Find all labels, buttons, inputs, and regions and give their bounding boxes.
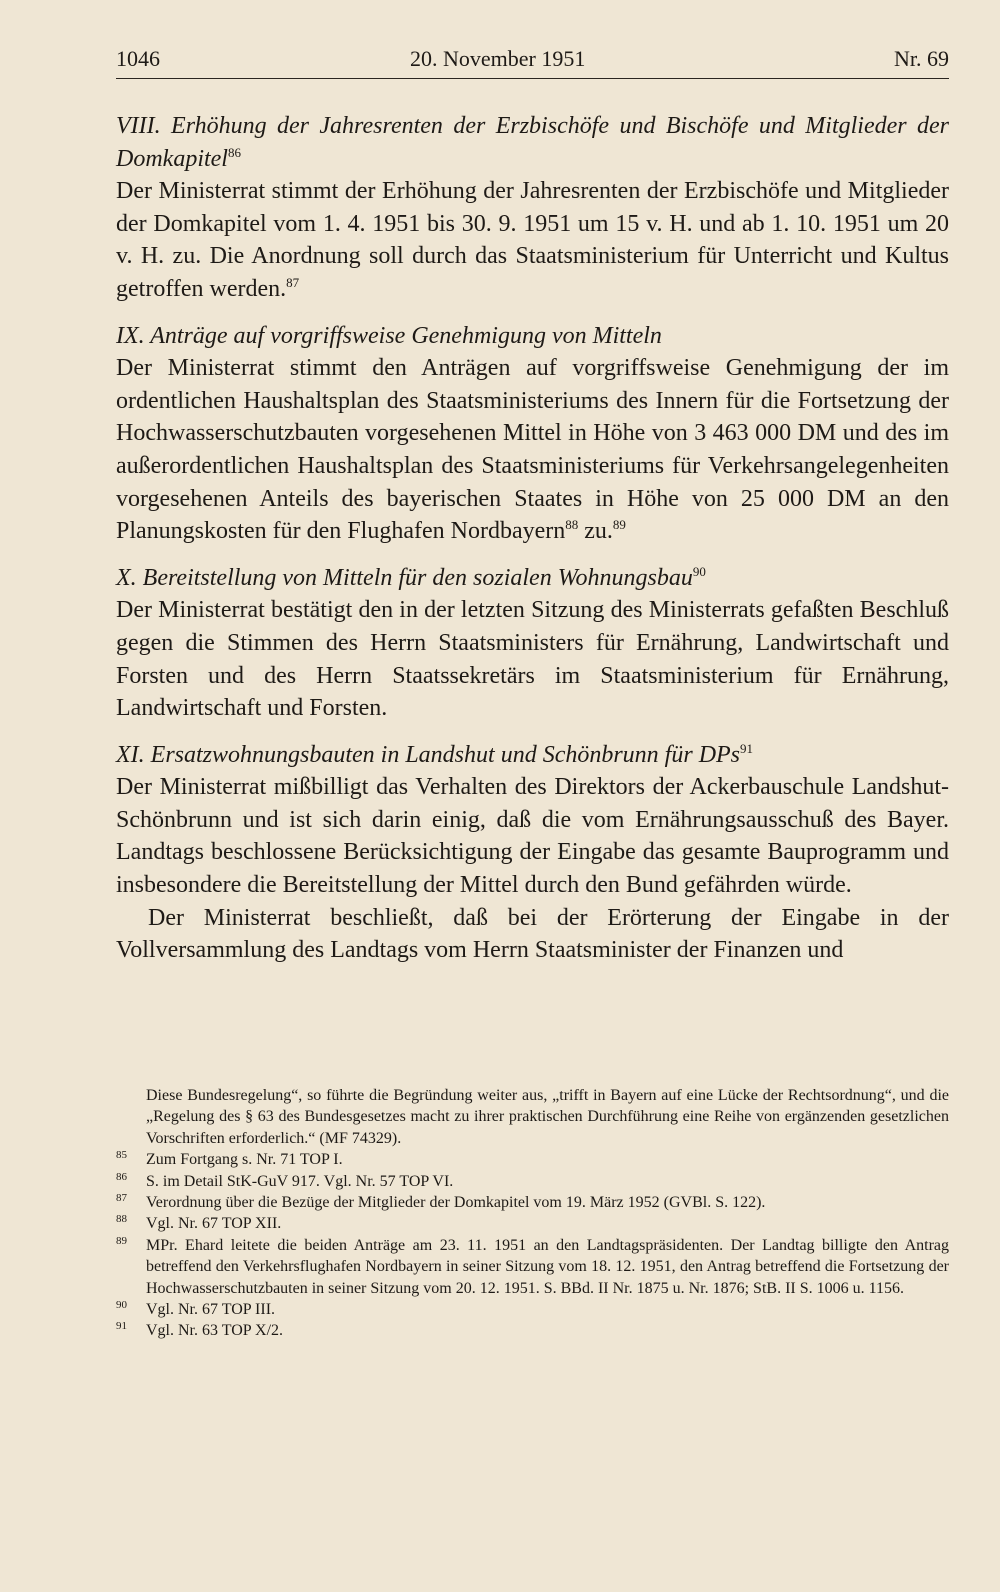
footnote-number: 88: [116, 1213, 127, 1226]
footnote-text: Vgl. Nr. 67 TOP XII.: [146, 1215, 282, 1233]
footnote-text: Zum Fortgang s. Nr. 71 TOP I.: [146, 1151, 343, 1169]
section-heading-text: X. Bereitstellung von Mitteln für den sozialen Wohnungsbau: [116, 564, 693, 591]
footnote-continuation: Diese Bundesregelung“, so führte die Begründung weiter aus, „trifft in Bayern auf eine Lücke der Rechtsordnung“, und die „Regelung des § 63 des Bundesgesetzes macht zu ihrer praktischen Durchführung eine Reihe von ergänzenden gesetzlichen Vorschriften erforderlich.“ (MF 74329).: [146, 1087, 949, 1147]
footnote-ref: 89: [612, 517, 626, 533]
main-text: [116, 110, 949, 967]
section-heading-ix: IX. Anträge auf vorgriffsweise Genehmigung von Mitteln: [116, 322, 662, 349]
footnote-text: MPr. Ehard leitete die beiden Anträge am 23. 11. 1951 an den Landtagspräsidenten. Der Landtag billigte den Antrag betreffend den Verkehrsflughafen Nordbayern in seiner Sitzung vom 18. 12. 1951, den Antrag betreffend die Fortsetzung der Hochwasserschutzbauten in seiner Sitzung vom 20. 12. 1951. S. BBd. II Nr. 1875 u. Nr. 1876; StB. II S. 1006 u. 1156.: [146, 1236, 949, 1297]
footnote-number: 91: [116, 1320, 127, 1333]
footnote-ref: 87: [286, 274, 300, 290]
issue-number: Nr. 69: [894, 46, 949, 71]
section-body-xi: Der Ministerrat mißbilligt das Verhalten des Direktors der Ackerbauschule Landshut-Schönbrunn und ist sich darin einig, daß die vom Ernährungsausschuß des Bayer. Landtags beschlossene Berücksichtigung der Eingabe das gesamte Bauprogramm und insbesondere die Bereitstellung der Mittel durch den Bund gefährden würde.: [116, 774, 949, 899]
footnote-87: [116, 1192, 949, 1213]
footnote-text: Vgl. Nr. 63 TOP X/2.: [146, 1322, 284, 1340]
paragraph-text: Der Ministerrat stimmt den Anträgen auf vorgriffsweise Genehmigung der im ordentlichen Haushaltsplan des Staatsministeriums des Innern für die Fortsetzung der Hochwasserschutzbauten vorgesehenen Mittel in Höhe von 3 463 000 DM und des im außerordentlichen Haushaltsplan des Staatsministeriums für Verkehrsangelegenheiten vorgesehenen Anteils des bayerischen Staates in Höhe von 25 000 DM an den Planungskosten für den Flughafen Nordbayern: [116, 355, 949, 545]
footnote-number: 87: [116, 1192, 127, 1205]
footnote-ref: 91: [740, 740, 754, 756]
footnote-91: [116, 1320, 949, 1341]
footnote-ref: 88: [565, 517, 579, 533]
footnotes: [116, 1085, 949, 1342]
footnote-number: 86: [116, 1170, 127, 1183]
footnote-text: S. im Detail StK-GuV 917. Vgl. Nr. 57 TOP VI.: [146, 1172, 454, 1190]
section-heading-xi: [116, 739, 949, 772]
section-heading-viii: [116, 110, 949, 175]
section-heading-x: [116, 562, 949, 595]
section-heading-text: VIII. Erhöhung der Jahresrenten der Erzbischöfe und Bischöfe und Mitglieder der Domkapitel: [116, 113, 949, 172]
page-number: 1046: [116, 46, 160, 71]
footnote-number: 90: [116, 1299, 127, 1312]
footnote-ref: 86: [227, 144, 241, 160]
running-head-date: 20. November 1951: [410, 46, 586, 71]
footnote-85: [116, 1149, 949, 1170]
section-heading-text: XI. Ersatzwohnungsbauten in Landshut und Schönbrunn für DPs: [116, 741, 741, 768]
footnote-86: [116, 1170, 949, 1192]
footnote-89: [116, 1234, 949, 1299]
section-body-viii: [116, 175, 949, 305]
footnote-text: Verordnung über die Bezüge der Mitglieder der Domkapitel vom 19. März 1952 (GVBl. S. 122).: [146, 1194, 766, 1212]
section-body-x: Der Ministerrat bestätigt den in der letzten Sitzung des Ministerrats gefaßten Beschluß gegen die Stimmen des Herrn Staatsministers für Ernährung, Landwirtschaft und Forsten und des Herrn Staatssekretärs im Staatsministerium für Ernährung, Landwirtschaft und Forsten.: [116, 597, 949, 722]
footnote-88: [116, 1213, 949, 1234]
footnote-ref: 90: [692, 563, 706, 579]
paragraph-text: zu.: [578, 518, 613, 545]
footnote-text: Vgl. Nr. 67 TOP III.: [146, 1301, 276, 1319]
section-body-ix: [116, 352, 949, 548]
section-body-xi-continued: Der Ministerrat beschließt, daß bei der Erörterung der Eingabe in der Vollversammlung des Landtags vom Herrn Staatsminister der Finanzen und: [116, 904, 949, 964]
footnote-number: 85: [116, 1149, 127, 1162]
paragraph-text: Der Ministerrat stimmt der Erhöhung der Jahresrenten der Erzbischöfe und Mitglieder der Domkapitel vom 1. 4. 1951 bis 30. 9. 1951 um 15 v. H. und ab 1. 10. 1951 um 20 v. H. zu. Die Anordnung soll durch das Staatsministerium für Unterricht und Kultus getroffen werden.: [116, 178, 949, 302]
footnote-number: 89: [116, 1234, 127, 1247]
running-head: [116, 44, 949, 79]
footnote-90: [116, 1299, 949, 1320]
